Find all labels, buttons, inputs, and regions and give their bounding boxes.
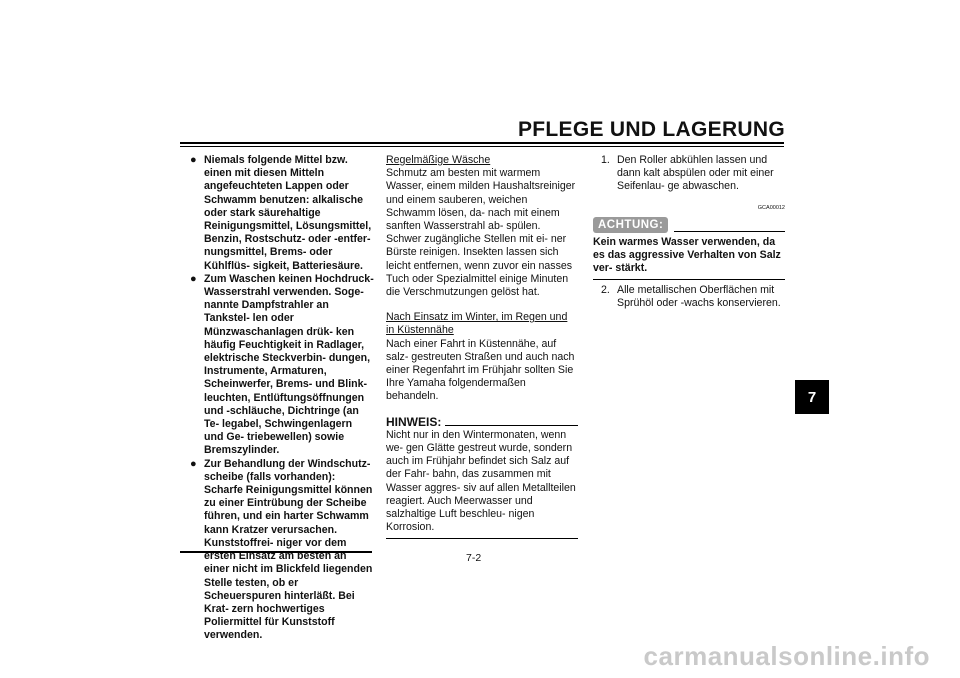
column-2 [386,154,578,539]
bullet-dot-icon: ● [190,272,197,285]
section-text-winter: Nach einer Fahrt in Küstennähe, auf salz- gestreuten Straßen und auch nach einer Regenfahrt im Frühjahr sollten Sie Ihre Yamaha folgendermaßen behandeln. [386,337,575,403]
step-number: 2. [601,283,610,296]
hinweis-text: Nicht nur in den Wintermonaten, wenn we- gen Glätte gestreut wurde, sondern auch im Frühjahr befindet sich Salz auf der Fahr- bahn, das zusammen mit Wasser aggres- siv auf allen Metallteilen reagiert. Auch Meerwasser und salzhaltige Luft beschleu- nigen Korrosion. [386,428,576,534]
bullet-item [190,154,374,273]
achtung-end-rule [593,279,785,280]
page-number: 7-2 [466,552,482,564]
column-1 [190,154,374,643]
bullet-text: Zur Behandlung der Windschutz- scheibe (falls vorhanden): Scharfe Reinigungsmittel können zu einer Eintrübung der Scheibe führen, und ein harter Schwamm kann Kratzer verursachen. Kunststoffrei- niger vor dem ersten Einsatz am besten an einer nicht im Blickfeld liegenden Stelle testen, ob er Scheuerspuren hinterläßt. Bei Krat- zern hochwertiges Poliermittel für Kunststoff verwenden. [204,457,373,642]
hinweis-header [386,416,578,429]
step-1 [601,154,785,194]
page-title: PFLEGE UND LAGERUNG [517,118,785,141]
hinweis-label: HINWEIS: [386,414,442,429]
header-rule-top [180,142,784,144]
step-text: Den Roller abkühlen lassen und dann kalt abspülen oder mit einer Seifenlau- ge abwaschen. [617,154,774,193]
section-text-regular-wash: Schmutz am besten mit warmem Wasser, einem milden Haushaltsreiniger und einem sauberen, weichen Schwamm lösen, da- nach mit einem sanften Wasserstrahl ab- spülen. Schwer zugängliche Stellen mit ei- ner Bürste reinigen. Insekten lassen sich leicht entfernen, wenn zuvor ein nasses Tuch oder Spezialmittel einige Minuten die Verschmutzungen gelöst hat. [386,167,576,299]
bullet-text: Zum Waschen keinen Hochdruck- Wasserstrahl verwenden. Soge- nannte Dampfstrahler an Tankstel- len oder Münzwaschanlagen drük- ken häufig Feuchtigkeit in Radlager, elektrische Steckverbin- dungen, Instrumente, Armaturen, Scheinwerfer, Brems- und Blink- leuchten, Entlüftungsöffnungen und -schläuche, Dichtringe (an Te- legabel, Schwingenlagern und Ge- triebewellen) sowie Bremszylinder. [204,272,374,457]
bullet-dot-icon: ● [190,154,197,166]
bullet-item [190,273,374,458]
column-1-end-rule [180,551,372,553]
achtung-code: GCA00012 [757,204,785,211]
achtung-badge: ACHTUNG: [593,217,668,233]
hinweis-end-rule [386,538,578,539]
header-rule-bottom [180,146,784,147]
watermark: carmanualsonline.info [643,641,930,671]
step-text: Alle metallischen Oberflächen mit Sprühöl oder -wachs konservieren. [617,283,781,309]
step-2 [601,284,785,310]
achtung-text: Kein warmes Wasser verwenden, da es das aggressive Verhalten von Salz ver- stärkt. [593,236,781,275]
achtung-header [593,217,785,233]
chapter-tab[interactable]: 7 [795,380,829,414]
bullet-text: Niemals folgende Mittel bzw. einen mit diesen Mitteln angefeuchteten Lappen oder Schwamm benutzen: alkalische oder stark säurehaltige Reinigungsmittel, Lösungsmittel, Benzin, Rostschutz- oder -entfer- nungsmittel, Brems- oder Kühlflüs- sigkeit, Batteriesäure. [204,154,372,272]
achtung-rule [674,231,785,232]
step-number: 1. [601,154,610,166]
section-heading-winter: Nach Einsatz im Winter, im Regen und in Küstennähe [386,311,568,337]
bullet-dot-icon: ● [190,457,197,470]
section-heading-regular-wash: Regelmäßige Wäsche [386,154,491,166]
hinweis-rule [445,425,578,426]
column-3 [593,154,785,310]
